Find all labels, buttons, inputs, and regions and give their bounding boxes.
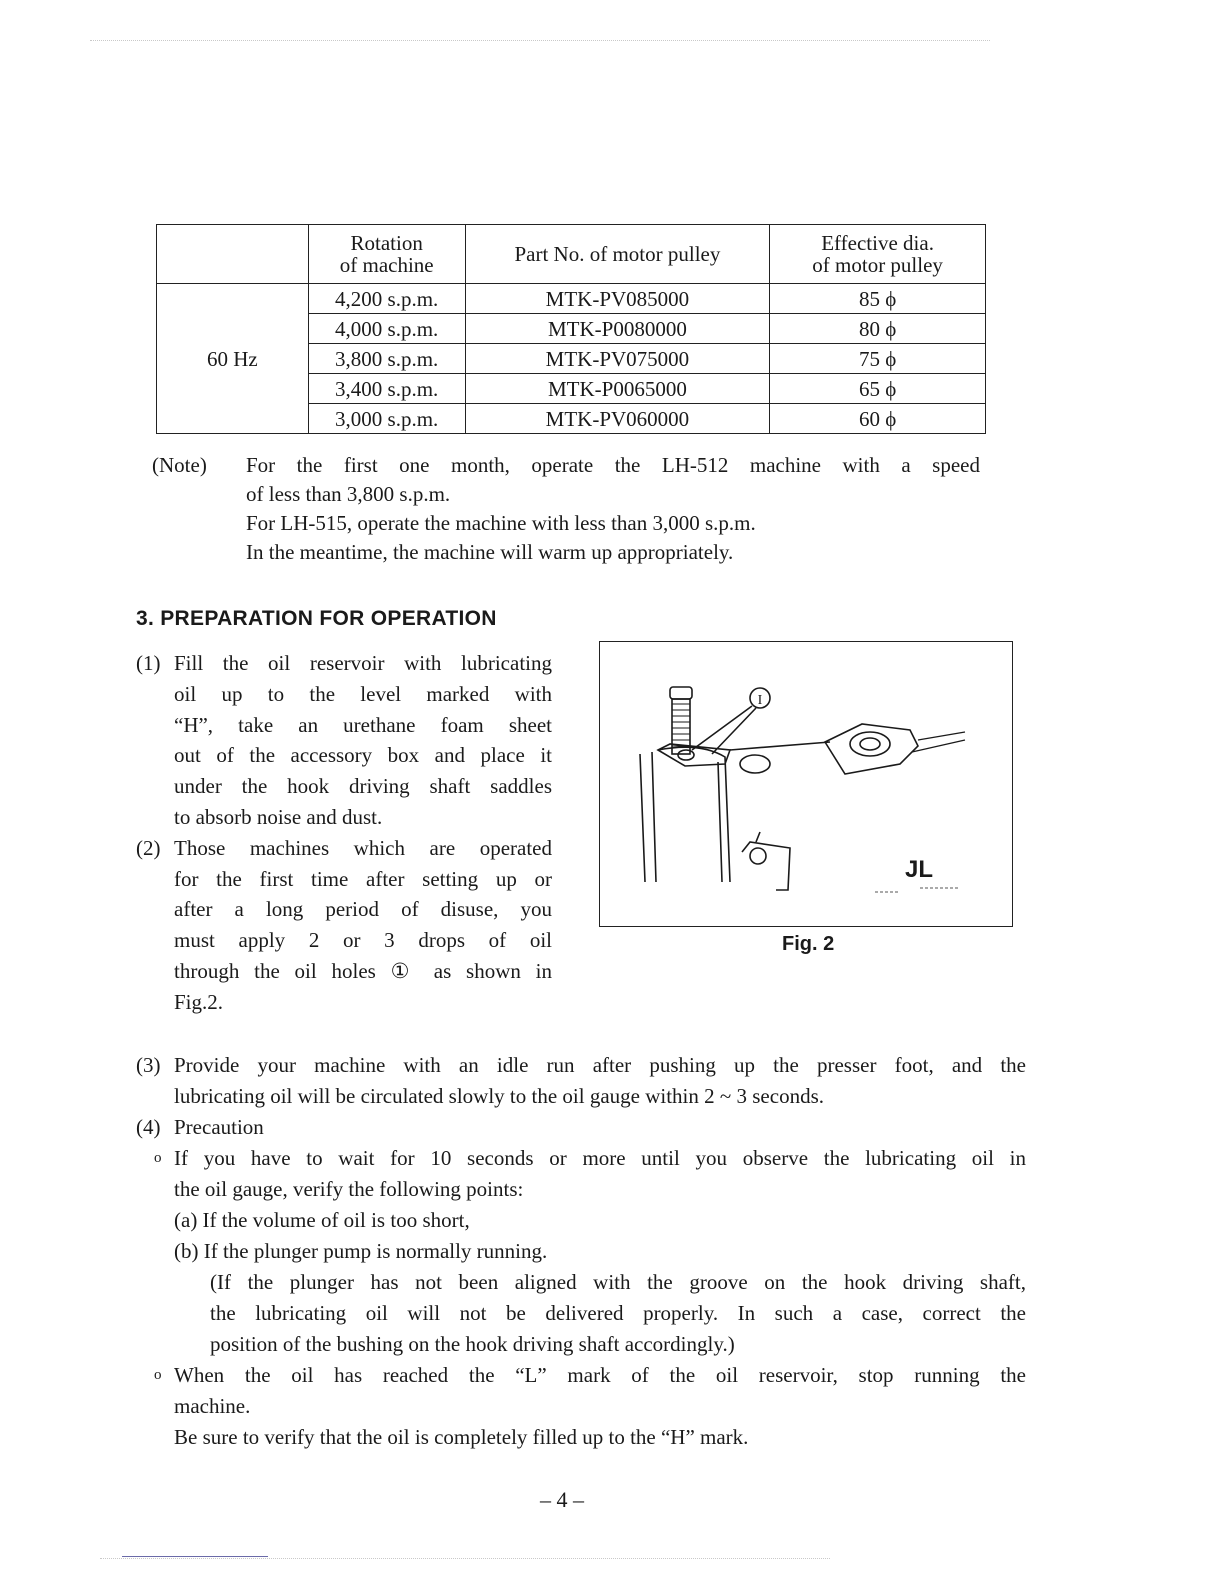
step-text: [174, 648, 552, 833]
step-line: to absorb noise and dust.: [174, 804, 383, 829]
step-line: under the hook driving shaft saddles: [174, 774, 552, 799]
part-cell: MTK-PV060000: [465, 404, 770, 434]
step-line: must apply 2 or 3 drops of oil: [174, 928, 552, 953]
note-line: For the first one month, operate the LH-512 machine with a speed: [246, 453, 980, 477]
rotation-cell: 4,000 s.p.m.: [308, 314, 465, 344]
step-line: Fig.2.: [174, 989, 224, 1014]
step-line: for the first time after setting up or: [174, 866, 552, 891]
list-item: [136, 833, 552, 1018]
list-item: [136, 1050, 1026, 1081]
step-line: after a long period of disuse, you: [174, 897, 552, 922]
dia-cell: 80 ϕ: [770, 314, 986, 344]
machine-body: [640, 747, 730, 882]
list-item: [136, 1360, 1026, 1391]
note-label: (Note): [152, 453, 207, 477]
sub-point: (b) If the plunger pump is normally running.: [174, 1239, 548, 1263]
step-line: oil up to the level marked with: [174, 681, 552, 706]
part-cell: MTK-PV085000: [465, 284, 770, 314]
rotation-cell: 4,200 s.p.m.: [308, 284, 465, 314]
bullet-line: machine.: [174, 1394, 251, 1418]
list-item: [136, 1112, 1026, 1143]
lower-instructions: [136, 1050, 1026, 1453]
bottom-scan-dots: [100, 1558, 830, 1559]
bullet-line: If you have to wait for 10 seconds or more until you observe the lubricating oil in: [174, 1146, 1026, 1170]
dia-cell: 85 ϕ: [770, 284, 986, 314]
frequency-cell: 60 Hz: [157, 284, 309, 434]
part-cell: MTK-PV075000: [465, 344, 770, 374]
note-line: In the meantime, the machine will warm up appropriately.: [246, 540, 734, 564]
rotation-cell: 3,400 s.p.m.: [308, 374, 465, 404]
list-item: [136, 648, 552, 833]
step-number: (2): [136, 835, 161, 860]
table-header-blank: [157, 225, 309, 284]
rotation-cell: 3,000 s.p.m.: [308, 404, 465, 434]
dia-cell: 65 ϕ: [770, 374, 986, 404]
rotation-cell: 3,800 s.p.m.: [308, 344, 465, 374]
paren-line: position of the bushing on the hook driving shaft accordingly.): [210, 1332, 735, 1356]
table-header-rotation: Rotation of machine: [308, 225, 465, 284]
step-line: through the oil holes ① as shown in: [174, 958, 552, 983]
figure-caption: Fig. 2: [782, 933, 835, 955]
note-line: of less than 3,800 s.p.m.: [246, 482, 451, 506]
step-text: [174, 833, 552, 1018]
note-body: [246, 451, 986, 567]
table-header-part: Part No. of motor pulley: [465, 225, 770, 284]
bullet-line: When the oil has reached the “L” mark of the oil reservoir, stop running the: [174, 1363, 1026, 1387]
table-row: [157, 284, 986, 314]
motor-pulley-table: [156, 224, 986, 434]
paren-line: (If the plunger has not been aligned with the groove on the hook driving shaft,: [210, 1270, 1026, 1294]
bullet-icon: o: [154, 1150, 162, 1166]
sub-point: (a) If the volume of oil is too short,: [174, 1208, 470, 1232]
step-number: (3): [136, 1053, 161, 1077]
list-item: [136, 1143, 1026, 1174]
step-line: out of the accessory box and place it: [174, 743, 552, 768]
bottom-rule: [122, 1556, 268, 1557]
step-label: Precaution: [174, 1115, 264, 1139]
step-number: (4): [136, 1115, 161, 1139]
step-number: (1): [136, 651, 161, 675]
part-cell: MTK-P0065000: [465, 374, 770, 404]
oil-hole-drawing: [600, 642, 1012, 926]
step-line: Those machines which are operated: [174, 835, 552, 860]
section-title: 3. PREPARATION FOR OPERATION: [136, 607, 497, 630]
callout-label: I: [757, 693, 763, 708]
table-header-dia: Effective dia. of motor pulley: [770, 225, 986, 284]
steps-list: [136, 648, 552, 1018]
bullet-line: Be sure to verify that the oil is completely filled up to the “H” mark.: [174, 1425, 749, 1449]
paren-line: the lubricating oil will not be delivered properly. In such a case, correct the: [210, 1301, 1026, 1325]
oil-hole: [740, 755, 770, 773]
bullet-line: the oil gauge, verify the following points:: [174, 1177, 524, 1201]
screw-head: [670, 687, 692, 699]
logo-mark: JL: [905, 856, 934, 883]
bullet-icon: o: [154, 1367, 162, 1383]
step-line: “H”, take an urethane foam sheet: [174, 712, 552, 737]
figure-2-illustration: [599, 641, 1013, 927]
oil-hole: [678, 750, 694, 760]
note-line: For LH-515, operate the machine with less than 3,000 s.p.m.: [246, 511, 756, 535]
dia-cell: 60 ϕ: [770, 404, 986, 434]
step-line: lubricating oil will be circulated slowly to the oil gauge within 2 ~ 3 seconds.: [174, 1084, 824, 1108]
page-number: – 4 –: [540, 1487, 584, 1512]
step-line: Fill the oil reservoir with lubricating: [174, 651, 552, 675]
dia-cell: 75 ϕ: [770, 344, 986, 374]
part-cell: MTK-P0080000: [465, 314, 770, 344]
table-header-row: [157, 225, 986, 284]
step-line: Provide your machine with an idle run after pushing up the presser foot, and the: [174, 1053, 1026, 1077]
top-scan-dots: [90, 40, 990, 41]
